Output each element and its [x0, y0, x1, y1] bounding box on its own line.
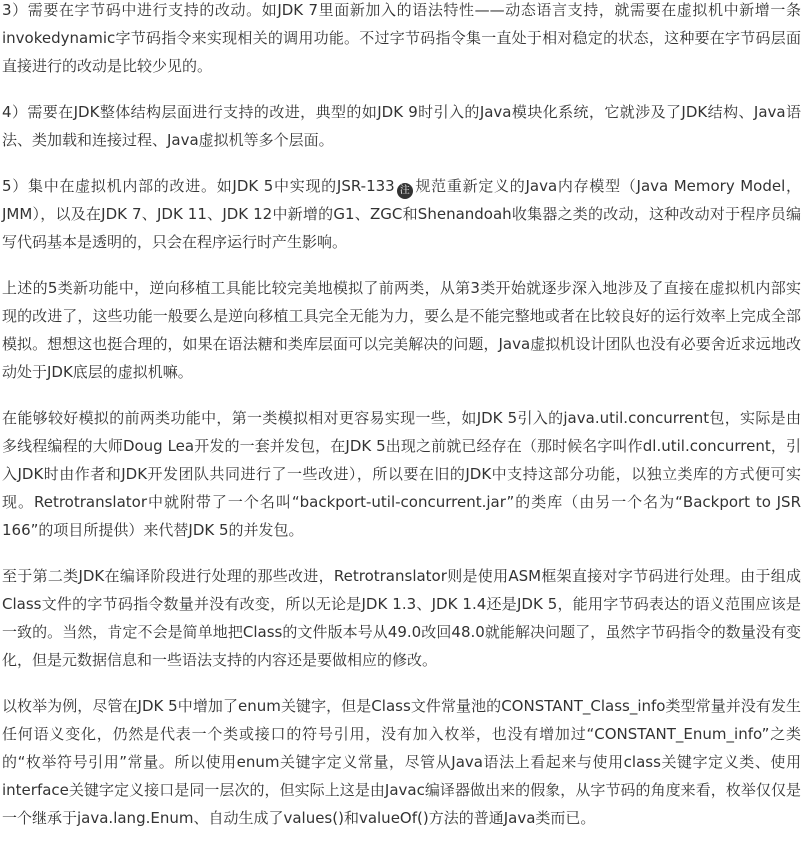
paragraph-5 — [2, 172, 801, 256]
paragraph-enum-example: 以枚举为例，尽管在JDK 5中增加了enum关键字，但是Class文件常量池的CONSTANT_Class_info类型常量并没有发生任何语义变化，仍然是代表一个类或接口的符号引用，没有加入枚举，也没有增加过“CONSTANT_Enum_info”之类的“枚举符号引用”常量。所以使用enum关键字定义常量，尽管从Java语法上看起来与使用class关键字定义类、使用interface关键字定义接口是同一层次的，但实际上这是由Javac编译器做出来的假象，从字节码的角度来看，枚举仅仅是一个继承于java.lang.Enum、自动生成了values()和valueOf()方法的普通Java类而已。 — [2, 697, 801, 827]
paragraph-5-text-after: 规范重新定义的Java内存模型（Java Memory Model，JMM），以及在JDK 7、JDK 11、JDK 12中新增的G1、ZGC和Shenandoah收集器之类的改动，这种改动对于程序员编写代码基本是透明的，只会在程序运行时产生影响。 — [2, 177, 801, 251]
paragraph-first-two-types: 在能够较好模拟的前两类功能中，第一类模拟相对更容易实现一些，如JDK 5引入的java.util.concurrent包，实际是由多线程编程的大师Doug Lea开发的一套并发包，在JDK 5出现之前就已经存在（那时候名字叫作dl.util.concurrent，引入JDK时由作者和JDK开发团队共同进行了一些改进），所以要在旧的JDK中支持这部分功能，以独立类库的方式便可实现。Retrotranslator中就附带了一个名叫“backport-util-concurrent.jar”的类库（由另一个名为“Backport to JSR 166”的项目所提供）来代替JDK 5的并发包。 — [2, 409, 801, 539]
paragraph-3: 3）需要在字节码中进行支持的改动。如JDK 7里面新加入的语法特性——动态语言支持，就需要在虚拟机中新增一条invokedynamic字节码指令来实现相关的调用功能。不过字节码指令集一直处于相对稳定的状态，这种要在字节码层面直接进行的改动是比较少见的。 — [2, 1, 801, 75]
paragraph-5-text-before: 5）集中在虚拟机内部的改进。如JDK 5中实现的JSR-133 — [2, 177, 395, 195]
paragraph-second-type: 至于第二类JDK在编译阶段进行处理的那些改进，Retrotranslator则是使用ASM框架直接对字节码进行处理。由于组成Class文件的字节码指令数量并没有改变，所以无论是JDK 1.3、JDK 1.4还是JDK 5，能用字节码表达的语义范围应该是一致的。当然，肯定不会是简单地把Class的文件版本号从49.0改回48.0就能解决问题了，虽然字节码指令的数量没有变化，但是元数据信息和一些语法支持的内容还是要做相应的修改。 — [2, 567, 801, 669]
paragraph-summary: 上述的5类新功能中，逆向移植工具能比较完美地模拟了前两类，从第3类开始就逐步深入地涉及了直接在虚拟机内部实现的改进了，这些功能一般要么是逆向移植工具完全无能为力，要么是不能完整地或者在比较良好的运行效率上完成全部模拟。想想这也挺合理的，如果在语法糖和类库层面可以完美解决的问题，Java虚拟机设计团队也没有必要舍近求远地改动处于JDK底层的虚拟机嘛。 — [2, 279, 801, 381]
paragraph-4: 4）需要在JDK整体结构层面进行支持的改进，典型的如JDK 9时引入的Java模块化系统，它就涉及了JDK结构、Java语法、类加载和连接过程、Java虚拟机等多个层面。 — [2, 103, 801, 149]
footnote-icon[interactable]: 注 — [397, 183, 413, 199]
